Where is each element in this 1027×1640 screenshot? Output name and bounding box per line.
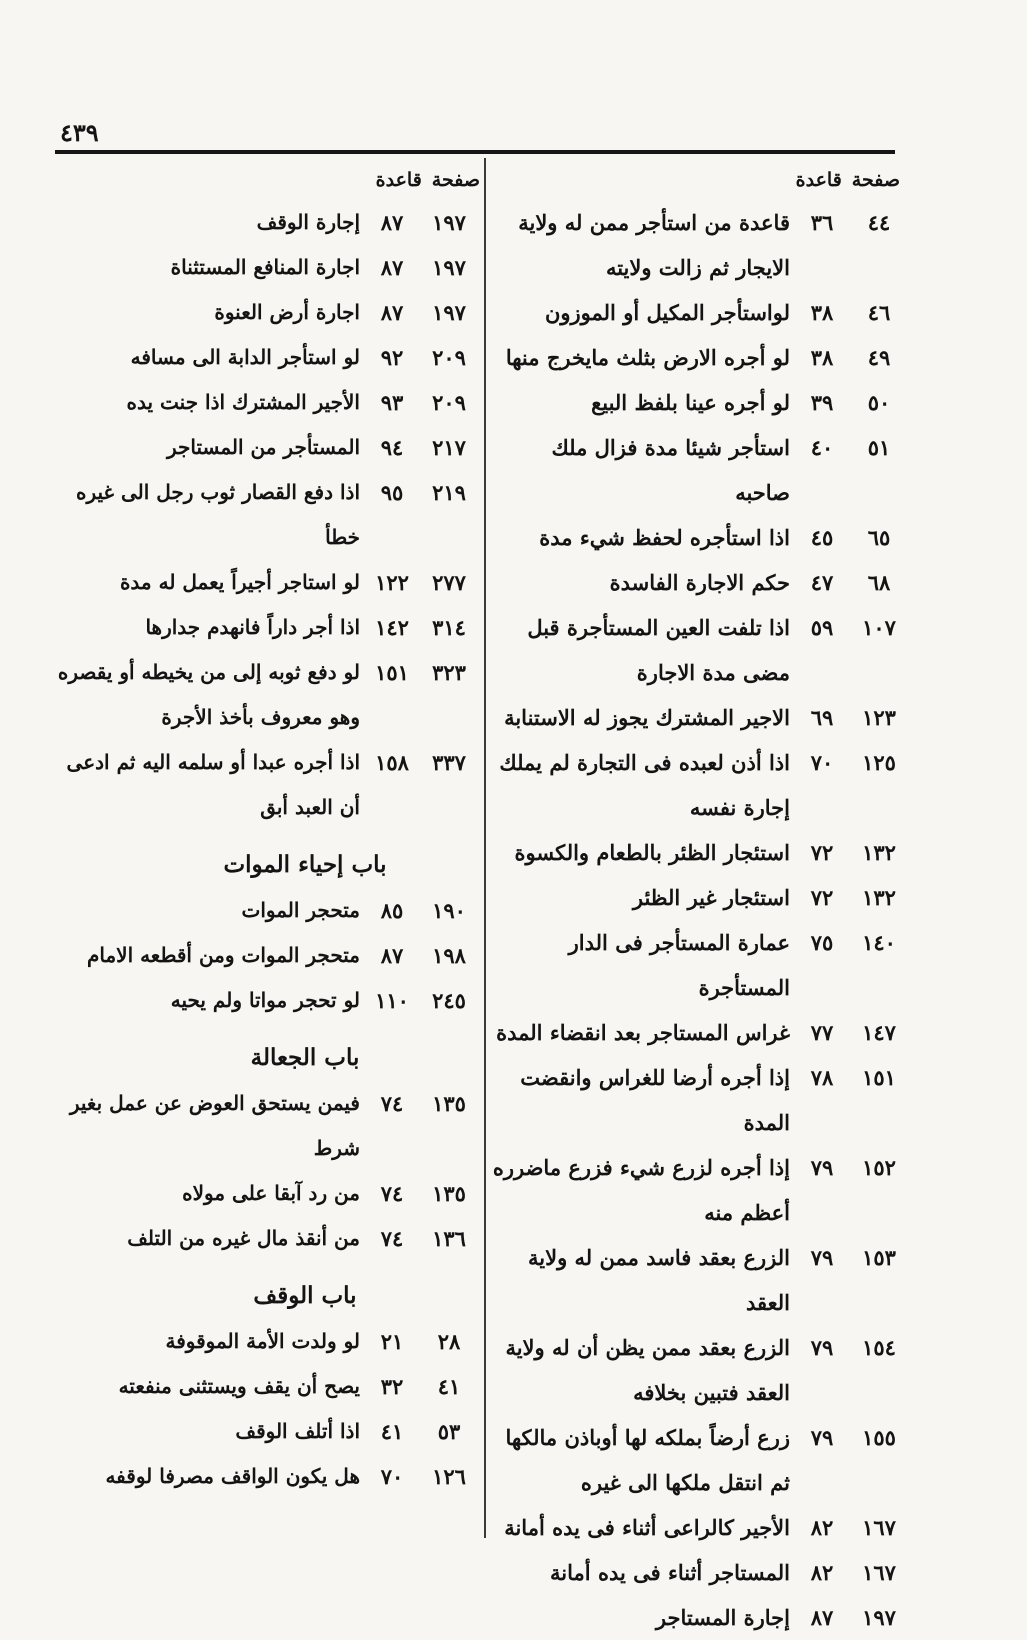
entry-rule-number: ٧٠ (380, 1464, 404, 1489)
entry-rule-number: ١٤٢ (375, 615, 409, 640)
entry-page-number: ٦٨ (867, 570, 891, 595)
entry-rule-number: ٤٧ (810, 570, 834, 595)
entry-title: الزرع بعقد ممن يظن أن له ولاية العقد فتبين بخلافه (505, 1335, 790, 1405)
entry-rule-number: ٣٦ (810, 210, 834, 235)
entry-page-number: ٣٢٣ (432, 660, 466, 685)
entry-title: المستأجر من المستاجر (166, 435, 360, 459)
header-rule-label: قاعدة (375, 169, 422, 191)
index-entry (50, 933, 480, 978)
entry-page-number: ١٩٧ (432, 210, 466, 235)
index-entry (490, 875, 910, 920)
entry-title: المستاجر أثناء فى يده أمانة (550, 1560, 790, 1585)
entry-page-number: ٣١٤ (432, 615, 466, 640)
entry-page-number: ٤٦ (867, 300, 891, 325)
entry-title: عمارة المستأجر فى الدار المستأجرة (568, 930, 790, 1000)
index-entry (490, 1415, 910, 1505)
entry-rule-number: ٧٩ (810, 1245, 834, 1270)
entry-rule-number: ٩٣ (380, 390, 404, 415)
entry-rule-number: ٧٢ (810, 840, 834, 865)
header-rule (55, 150, 895, 154)
entry-title: اذا أجره عبدا أو سلمه اليه ثم ادعى أن العبد أبق (66, 750, 360, 819)
entry-page-number: ١٦٧ (862, 1515, 896, 1540)
entry-rule-number: ٧٧ (810, 1020, 834, 1045)
entry-page-number: ١٠٧ (862, 615, 896, 640)
column-header (50, 160, 480, 200)
entry-title: لو أجره الارض بثلث مايخرج منها (505, 345, 790, 370)
entry-title: اذا تلفت العين المستأجرة قبل مضى مدة الاجارة (527, 615, 790, 685)
entry-rule-number: ١٥١ (375, 660, 409, 685)
index-entry (490, 1235, 910, 1325)
index-entry (50, 1081, 480, 1171)
entry-title: اذا أتلف الوقف (235, 1419, 360, 1443)
index-entry (50, 650, 480, 740)
index-entry (50, 1216, 480, 1261)
entry-title: زرع أرضاً بملكه لها أوباذن مالكها ثم انتقل ملكها الى غيره (505, 1425, 790, 1495)
entry-page-number: ٢٠٩ (432, 345, 466, 370)
index-entry (50, 978, 480, 1023)
index-entry (490, 695, 910, 740)
index-entry (490, 1505, 910, 1550)
entry-page-number: ٤١ (437, 1374, 461, 1399)
entry-rule-number: ١٥٨ (375, 750, 409, 775)
index-entry (50, 1319, 480, 1364)
entry-page-number: ١٩٨ (432, 943, 466, 968)
entry-title: إجارة المستاجر (655, 1605, 790, 1630)
index-entry (50, 380, 480, 425)
entry-rule-number: ١١٠ (375, 988, 409, 1013)
index-entry (50, 740, 480, 830)
index-entry (490, 1055, 910, 1145)
entry-title: متحجر الموات ومن أقطعه الامام (86, 943, 360, 967)
entry-title: حكم الاجارة الفاسدة (609, 570, 790, 595)
page-number: ٤٣٩ (60, 118, 99, 147)
index-column-left (50, 160, 480, 1499)
entry-page-number: ٢٨ (437, 1329, 461, 1354)
entry-page-number: ٢٠٩ (432, 390, 466, 415)
entry-title: إجارة الوقف (256, 210, 360, 234)
entry-title: لواستأجر المكيل أو الموزون (544, 300, 790, 325)
entry-page-number: ١٤٧ (862, 1020, 896, 1045)
index-entry (490, 425, 910, 515)
entry-page-number: ١٥٣ (862, 1245, 896, 1270)
entry-rule-number: ٩٤ (380, 435, 404, 460)
entry-rule-number: ٨٧ (380, 943, 404, 968)
header-page-label: صفحة (431, 169, 480, 191)
entry-rule-number: ٧٠ (810, 750, 834, 775)
entry-rule-number: ٨٢ (810, 1515, 834, 1540)
entry-page-number: ٢٤٥ (432, 988, 466, 1013)
entry-title: اذا أذن لعبده فى التجارة لم يملك إجارة نفسه (499, 750, 790, 820)
entry-page-number: ١٣٥ (432, 1181, 466, 1206)
index-entry (490, 200, 910, 290)
index-entry (490, 335, 910, 380)
index-entry (490, 560, 910, 605)
entry-page-number: ٤٩ (867, 345, 891, 370)
index-entry (490, 920, 910, 1010)
entry-title: من أنقذ مال غيره من التلف (127, 1226, 360, 1250)
index-entry (490, 830, 910, 875)
entry-title: استئجار غير الظئر (632, 885, 790, 910)
index-entry (50, 605, 480, 650)
entry-rule-number: ٨٧ (380, 255, 404, 280)
entry-page-number: ٥١ (867, 435, 891, 460)
entry-rule-number: ٧٤ (380, 1181, 404, 1206)
index-entry (490, 290, 910, 335)
entry-page-number: ١٣٦ (432, 1226, 466, 1251)
entry-rule-number: ٧٩ (810, 1155, 834, 1180)
index-entry (490, 740, 910, 830)
entry-page-number: ١٢٣ (862, 705, 896, 730)
index-entry (490, 1595, 910, 1640)
index-entry (490, 1550, 910, 1595)
index-entry (50, 1171, 480, 1216)
index-entry (50, 245, 480, 290)
entry-title: اذا أجر داراً فانهدم جدارها (145, 615, 360, 639)
entry-rule-number: ٥٩ (810, 615, 834, 640)
index-entry (490, 515, 910, 560)
index-entry (50, 290, 480, 335)
entry-page-number: ١٥٢ (862, 1155, 896, 1180)
entry-rule-number: ٨٢ (810, 1560, 834, 1585)
index-entry (490, 1145, 910, 1235)
entry-rule-number: ١٢٢ (375, 570, 409, 595)
entry-rule-number: ٣٨ (810, 300, 834, 325)
section-heading: باب الوقف (253, 1282, 357, 1309)
entry-title: إذا أجره أرضا للغراس وانقضت المدة (520, 1065, 790, 1135)
entry-rule-number: ٦٩ (810, 705, 834, 730)
entry-rule-number: ٧٤ (380, 1226, 404, 1251)
entry-title: لو تحجر مواتا ولم يحيه (170, 988, 360, 1012)
entry-page-number: ١٩٠ (432, 898, 466, 923)
entry-rule-number: ٧٩ (810, 1335, 834, 1360)
entry-rule-number: ٧٥ (810, 930, 834, 955)
entry-title: الاجير المشترك يجوز له الاستنابة (504, 705, 790, 730)
entry-rule-number: ٤١ (380, 1419, 404, 1444)
entry-page-number: ٢١٩ (432, 480, 466, 505)
entry-title: الزرع بعقد فاسد ممن له ولاية العقد (528, 1245, 790, 1315)
entry-title: استأجر شيئا مدة فزال ملك صاحبه (551, 435, 790, 505)
entry-page-number: ١٤٠ (862, 930, 896, 955)
entry-title: هل يكون الواقف مصرفا لوقفه (105, 1464, 360, 1488)
entry-page-number: ١٩٧ (432, 255, 466, 280)
entry-rule-number: ٩٥ (380, 480, 404, 505)
index-entry (50, 560, 480, 605)
entry-title: لو استاجر أجيراً يعمل له مدة (119, 570, 360, 594)
header-page-label: صفحة (851, 169, 900, 191)
index-entry (50, 1454, 480, 1499)
entry-title: قاعدة من استأجر ممن له ولاية الايجار ثم زالت ولايته (518, 210, 790, 280)
entry-rule-number: ٢١ (380, 1329, 404, 1354)
entry-title: اذا دفع القصار ثوب رجل الى غيره خطأ (76, 480, 360, 549)
entry-rule-number: ٨٧ (380, 210, 404, 235)
entry-title: الأجير كالراعى أثناء فى يده أمانة (504, 1515, 790, 1540)
entry-title: اجارة أرض العنوة (214, 300, 360, 324)
index-entry (50, 888, 480, 933)
entry-title: فيمن يستحق العوض عن عمل بغير شرط (69, 1091, 360, 1160)
entry-rule-number: ٣٨ (810, 345, 834, 370)
entry-page-number: ١٥١ (862, 1065, 896, 1090)
index-entry (50, 1364, 480, 1409)
entry-page-number: ١٢٥ (862, 750, 896, 775)
entry-page-number: ١٣٢ (862, 885, 896, 910)
entry-rule-number: ٨٧ (380, 300, 404, 325)
header-rule-label: قاعدة (795, 169, 842, 191)
index-entry (490, 1010, 910, 1055)
entry-page-number: ٢١٧ (432, 435, 466, 460)
column-header (490, 160, 910, 200)
column-divider (484, 158, 486, 1538)
entry-rule-number: ٨٥ (380, 898, 404, 923)
entry-page-number: ١٩٧ (862, 1605, 896, 1630)
entry-title: غراس المستاجر بعد انقضاء المدة (496, 1020, 790, 1045)
entry-page-number: ١٥٤ (862, 1335, 896, 1360)
entry-page-number: ٤٤ (867, 210, 891, 235)
entry-rule-number: ٣٩ (810, 390, 834, 415)
index-entry (490, 1325, 910, 1415)
index-entry (50, 1409, 480, 1454)
entry-page-number: ٢٧٧ (432, 570, 466, 595)
entry-title: لو استأجر الدابة الى مسافه (130, 345, 360, 369)
entry-rule-number: ٤٠ (810, 435, 834, 460)
entry-page-number: ٦٥ (867, 525, 891, 550)
entry-page-number: ١٥٥ (862, 1425, 896, 1450)
entry-rule-number: ٧٩ (810, 1425, 834, 1450)
entry-rule-number: ٧٤ (380, 1091, 404, 1116)
entry-title: لو دفع ثوبه إلى من يخيطه أو يقصره وهو معروف بأخذ الأجرة (57, 660, 360, 729)
index-column-right (490, 160, 910, 1640)
index-entry (50, 335, 480, 380)
entry-title: يصح أن يقف ويستثنى منفعته (118, 1374, 360, 1398)
index-entry (490, 380, 910, 425)
entry-title: اجارة المنافع المستثناة (170, 255, 360, 279)
entry-rule-number: ٧٨ (810, 1065, 834, 1090)
entry-title: متحجر الموات (241, 898, 360, 922)
entry-title: الأجير المشترك اذا جنت يده (126, 390, 360, 414)
index-entry (490, 605, 910, 695)
section-heading: باب إحياء الموات (223, 851, 387, 878)
entry-page-number: ١٣٢ (862, 840, 896, 865)
entry-rule-number: ٨٧ (810, 1605, 834, 1630)
entry-rule-number: ٧٢ (810, 885, 834, 910)
entry-page-number: ١٢٦ (432, 1464, 466, 1489)
index-entry (50, 425, 480, 470)
index-entry (50, 200, 480, 245)
entry-title: اذا استأجره لحفظ شيء مدة (539, 525, 790, 550)
entry-rule-number: ٤٥ (810, 525, 834, 550)
entry-title: لو ولدت الأمة الموقوفة (165, 1329, 360, 1353)
index-entry (50, 470, 480, 560)
entry-rule-number: ٣٢ (380, 1374, 404, 1399)
entry-rule-number: ٩٢ (380, 345, 404, 370)
entry-page-number: ٣٣٧ (432, 750, 466, 775)
entry-list (50, 200, 480, 830)
entry-title: استئجار الظئر بالطعام والكسوة (514, 840, 790, 865)
entry-title: من رد آبقا على مولاه (182, 1181, 360, 1205)
entry-page-number: ٥٣ (437, 1419, 461, 1444)
section-list (50, 830, 480, 1499)
entry-list (490, 200, 910, 1640)
entry-page-number: ١٣٥ (432, 1091, 466, 1116)
entry-page-number: ١٩٧ (432, 300, 466, 325)
entry-title: إذا أجره لزرع شيء فزرع ماضرره أعظم منه (492, 1155, 790, 1225)
entry-page-number: ٥٠ (867, 390, 891, 415)
entry-title: لو أجره عينا بلفظ البيع (591, 390, 790, 415)
section-heading: باب الجعالة (250, 1044, 360, 1071)
entry-page-number: ١٦٧ (862, 1560, 896, 1585)
